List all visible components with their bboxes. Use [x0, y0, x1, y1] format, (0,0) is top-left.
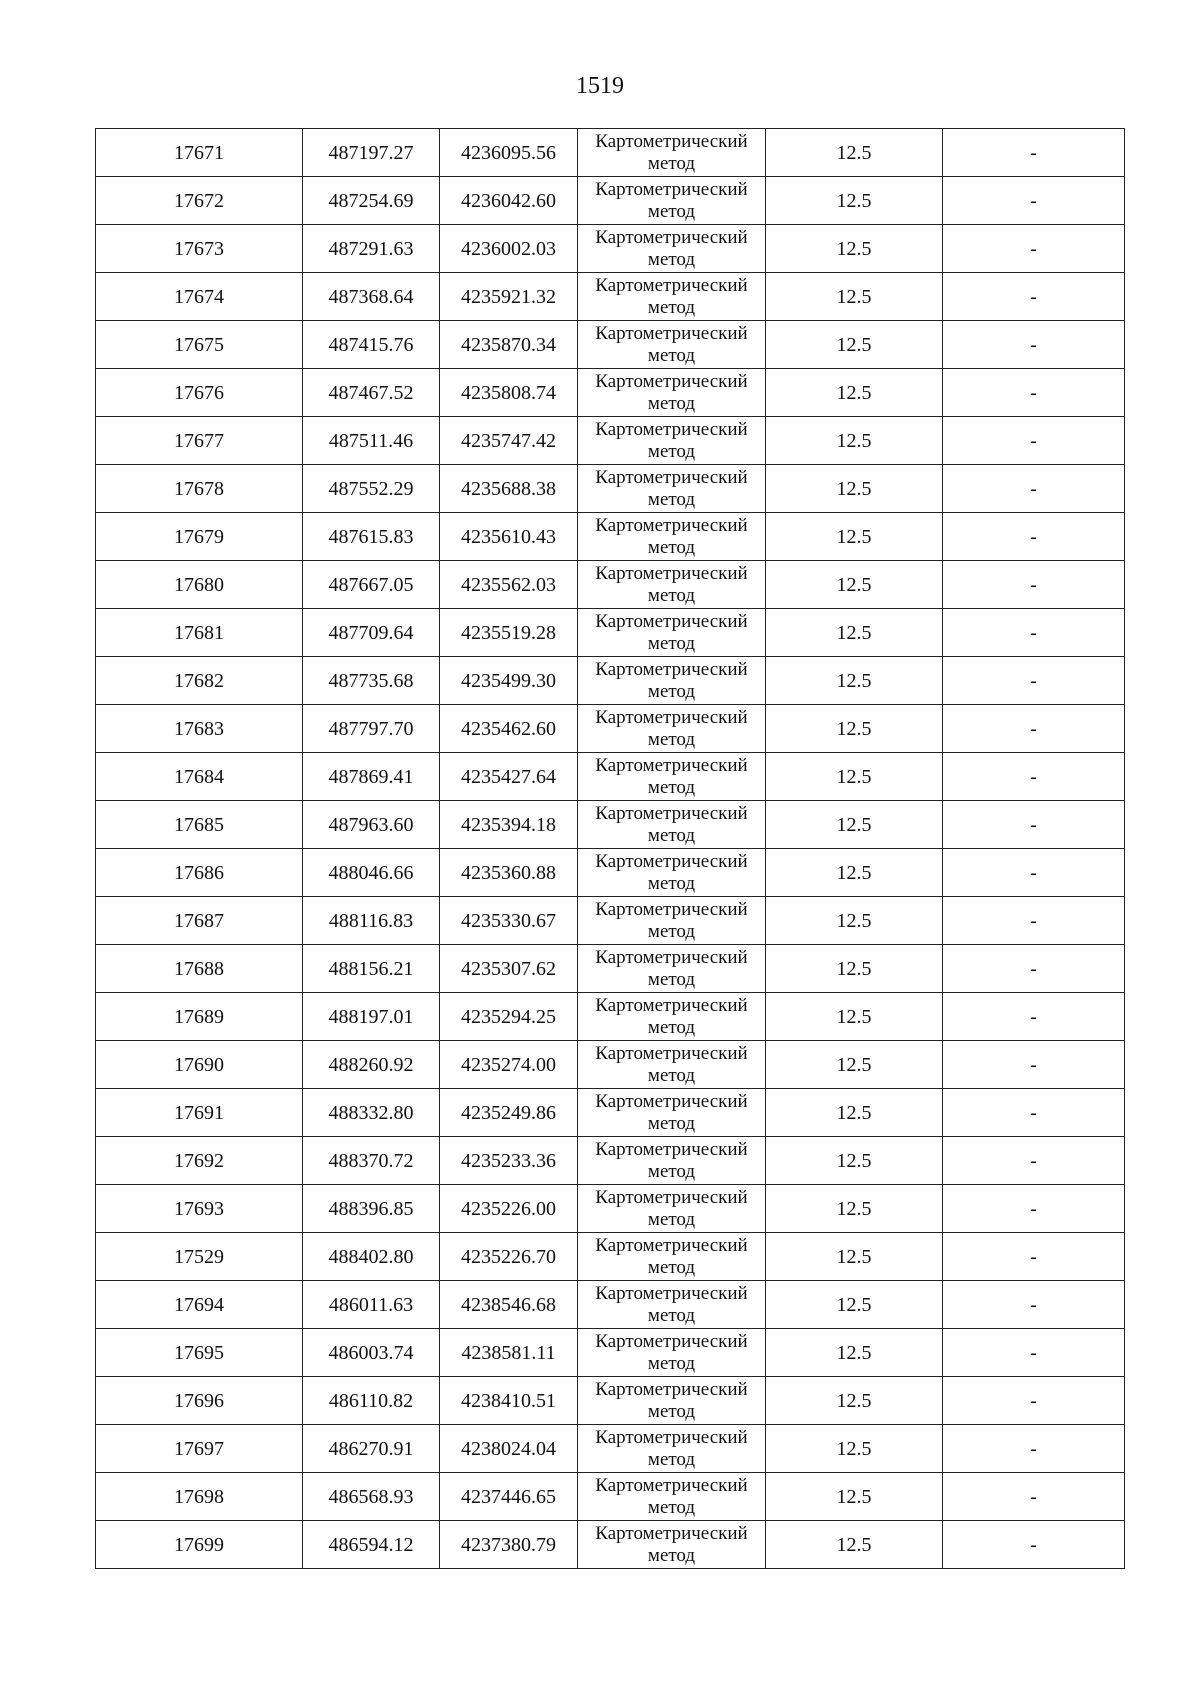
y-coordinate-cell: 4235519.28: [440, 609, 578, 657]
method-line-2: метод: [647, 1016, 696, 1038]
point-id-cell: 17691: [96, 1089, 303, 1137]
table-row: [96, 609, 1125, 657]
point-id-cell: 17697: [96, 1425, 303, 1473]
note-cell: -: [943, 369, 1125, 417]
y-coordinate-cell: 4235427.64: [440, 753, 578, 801]
x-coordinate-cell: 486110.82: [303, 1377, 440, 1425]
method-line-1: Картометрический: [595, 562, 748, 584]
x-coordinate-cell: 487869.41: [303, 753, 440, 801]
y-coordinate-cell: 4235274.00: [440, 1041, 578, 1089]
table-row: [96, 1425, 1125, 1473]
note-cell: -: [943, 1233, 1125, 1281]
x-coordinate-cell: 488156.21: [303, 945, 440, 993]
y-coordinate-cell: 4237446.65: [440, 1473, 578, 1521]
accuracy-cell: 12.5: [766, 273, 943, 321]
accuracy-cell: 12.5: [766, 1233, 943, 1281]
method-cell: [578, 321, 766, 369]
method-line-2: метод: [647, 824, 696, 846]
table-row: [96, 273, 1125, 321]
x-coordinate-cell: 488396.85: [303, 1185, 440, 1233]
coordinates-table: [95, 128, 1125, 1569]
note-cell: -: [943, 1377, 1125, 1425]
method-line-1: Картометрический: [595, 514, 748, 536]
y-coordinate-cell: 4235294.25: [440, 993, 578, 1041]
table-row: [96, 465, 1125, 513]
note-cell: -: [943, 1425, 1125, 1473]
method-cell: [578, 1377, 766, 1425]
point-id-cell: 17680: [96, 561, 303, 609]
method-cell: [578, 753, 766, 801]
note-cell: -: [943, 897, 1125, 945]
x-coordinate-cell: 486270.91: [303, 1425, 440, 1473]
accuracy-cell: 12.5: [766, 417, 943, 465]
y-coordinate-cell: 4238410.51: [440, 1377, 578, 1425]
method-line-2: метод: [647, 1256, 696, 1278]
method-line-1: Картометрический: [595, 274, 748, 296]
point-id-cell: 17686: [96, 849, 303, 897]
point-id-cell: 17678: [96, 465, 303, 513]
x-coordinate-cell: 487467.52: [303, 369, 440, 417]
x-coordinate-cell: 488116.83: [303, 897, 440, 945]
point-id-cell: 17685: [96, 801, 303, 849]
note-cell: -: [943, 1041, 1125, 1089]
y-coordinate-cell: 4235307.62: [440, 945, 578, 993]
note-cell: -: [943, 465, 1125, 513]
x-coordinate-cell: 487709.64: [303, 609, 440, 657]
method-cell: [578, 1473, 766, 1521]
table-row: [96, 657, 1125, 705]
table-row: [96, 993, 1125, 1041]
method-cell: [578, 1233, 766, 1281]
table-row: [96, 945, 1125, 993]
x-coordinate-cell: 486003.74: [303, 1329, 440, 1377]
note-cell: -: [943, 513, 1125, 561]
y-coordinate-cell: 4235394.18: [440, 801, 578, 849]
x-coordinate-cell: 487368.64: [303, 273, 440, 321]
table-row: [96, 1041, 1125, 1089]
method-cell: [578, 561, 766, 609]
table-row: [96, 1329, 1125, 1377]
note-cell: -: [943, 705, 1125, 753]
accuracy-cell: 12.5: [766, 129, 943, 177]
note-cell: -: [943, 177, 1125, 225]
note-cell: -: [943, 129, 1125, 177]
y-coordinate-cell: 4236095.56: [440, 129, 578, 177]
accuracy-cell: 12.5: [766, 513, 943, 561]
method-line-1: Картометрический: [595, 754, 748, 776]
y-coordinate-cell: 4236002.03: [440, 225, 578, 273]
method-line-2: метод: [647, 872, 696, 894]
method-cell: [578, 801, 766, 849]
accuracy-cell: 12.5: [766, 1137, 943, 1185]
point-id-cell: 17684: [96, 753, 303, 801]
table-row: [96, 1281, 1125, 1329]
method-line-2: метод: [647, 728, 696, 750]
method-line-1: Картометрический: [595, 1282, 748, 1304]
method-line-1: Картометрический: [595, 658, 748, 680]
accuracy-cell: 12.5: [766, 561, 943, 609]
accuracy-cell: 12.5: [766, 1041, 943, 1089]
table-row: [96, 177, 1125, 225]
accuracy-cell: 12.5: [766, 369, 943, 417]
method-cell: [578, 1137, 766, 1185]
point-id-cell: 17694: [96, 1281, 303, 1329]
point-id-cell: 17695: [96, 1329, 303, 1377]
method-cell: [578, 849, 766, 897]
point-id-cell: 17673: [96, 225, 303, 273]
note-cell: -: [943, 1329, 1125, 1377]
method-line-1: Картометрический: [595, 1330, 748, 1352]
method-line-1: Картометрический: [595, 850, 748, 872]
method-line-2: метод: [647, 248, 696, 270]
y-coordinate-cell: 4235360.88: [440, 849, 578, 897]
accuracy-cell: 12.5: [766, 609, 943, 657]
point-id-cell: 17672: [96, 177, 303, 225]
point-id-cell: 17693: [96, 1185, 303, 1233]
method-line-2: метод: [647, 392, 696, 414]
note-cell: -: [943, 1089, 1125, 1137]
y-coordinate-cell: 4235870.34: [440, 321, 578, 369]
method-line-1: Картометрический: [595, 1234, 748, 1256]
method-line-2: метод: [647, 1064, 696, 1086]
method-line-2: метод: [647, 344, 696, 366]
accuracy-cell: 12.5: [766, 225, 943, 273]
point-id-cell: 17683: [96, 705, 303, 753]
note-cell: -: [943, 321, 1125, 369]
table-row: [96, 561, 1125, 609]
table-row: [96, 369, 1125, 417]
method-cell: [578, 1329, 766, 1377]
method-line-2: метод: [647, 1496, 696, 1518]
method-line-1: Картометрический: [595, 466, 748, 488]
method-line-1: Картометрический: [595, 370, 748, 392]
page-number: 1519: [576, 73, 624, 99]
note-cell: -: [943, 657, 1125, 705]
method-cell: [578, 897, 766, 945]
y-coordinate-cell: 4235562.03: [440, 561, 578, 609]
accuracy-cell: 12.5: [766, 993, 943, 1041]
point-id-cell: 17698: [96, 1473, 303, 1521]
method-cell: [578, 993, 766, 1041]
accuracy-cell: 12.5: [766, 465, 943, 513]
method-cell: [578, 1041, 766, 1089]
accuracy-cell: 12.5: [766, 1329, 943, 1377]
point-id-cell: 17676: [96, 369, 303, 417]
point-id-cell: 17699: [96, 1521, 303, 1569]
method-line-1: Картометрический: [595, 1426, 748, 1448]
note-cell: -: [943, 561, 1125, 609]
note-cell: -: [943, 1521, 1125, 1569]
note-cell: -: [943, 1185, 1125, 1233]
x-coordinate-cell: 488046.66: [303, 849, 440, 897]
table-row: [96, 1473, 1125, 1521]
note-cell: -: [943, 225, 1125, 273]
method-line-2: метод: [647, 632, 696, 654]
point-id-cell: 17696: [96, 1377, 303, 1425]
coordinates-table-container: [95, 128, 1124, 1569]
method-line-2: метод: [647, 1544, 696, 1566]
method-line-2: метод: [647, 680, 696, 702]
table-row: [96, 1137, 1125, 1185]
y-coordinate-cell: 4235499.30: [440, 657, 578, 705]
method-cell: [578, 513, 766, 561]
method-line-2: метод: [647, 1208, 696, 1230]
method-cell: [578, 1425, 766, 1473]
table-row: [96, 1185, 1125, 1233]
x-coordinate-cell: 488260.92: [303, 1041, 440, 1089]
note-cell: -: [943, 417, 1125, 465]
table-row: [96, 225, 1125, 273]
point-id-cell: 17674: [96, 273, 303, 321]
note-cell: -: [943, 1473, 1125, 1521]
note-cell: -: [943, 1281, 1125, 1329]
method-line-2: метод: [647, 1112, 696, 1134]
table-row: [96, 849, 1125, 897]
x-coordinate-cell: 488197.01: [303, 993, 440, 1041]
method-cell: [578, 417, 766, 465]
method-line-1: Картометрический: [595, 1042, 748, 1064]
note-cell: -: [943, 945, 1125, 993]
y-coordinate-cell: 4238024.04: [440, 1425, 578, 1473]
note-cell: -: [943, 849, 1125, 897]
method-cell: [578, 465, 766, 513]
table-body: [96, 129, 1125, 1569]
method-cell: [578, 1281, 766, 1329]
x-coordinate-cell: 487415.76: [303, 321, 440, 369]
method-cell: [578, 273, 766, 321]
point-id-cell: 17688: [96, 945, 303, 993]
y-coordinate-cell: 4235226.00: [440, 1185, 578, 1233]
method-line-2: метод: [647, 1448, 696, 1470]
method-line-1: Картометрический: [595, 1474, 748, 1496]
method-line-2: метод: [647, 440, 696, 462]
accuracy-cell: 12.5: [766, 1185, 943, 1233]
method-line-1: Картометрический: [595, 178, 748, 200]
accuracy-cell: 12.5: [766, 1425, 943, 1473]
y-coordinate-cell: 4235226.70: [440, 1233, 578, 1281]
method-line-2: метод: [647, 1400, 696, 1422]
table-row: [96, 321, 1125, 369]
method-cell: [578, 657, 766, 705]
accuracy-cell: 12.5: [766, 1521, 943, 1569]
method-line-1: Картометрический: [595, 706, 748, 728]
y-coordinate-cell: 4235233.36: [440, 1137, 578, 1185]
point-id-cell: 17679: [96, 513, 303, 561]
point-id-cell: 17687: [96, 897, 303, 945]
method-line-2: метод: [647, 1304, 696, 1326]
accuracy-cell: 12.5: [766, 1089, 943, 1137]
method-line-2: метод: [647, 776, 696, 798]
accuracy-cell: 12.5: [766, 1281, 943, 1329]
table-row: [96, 897, 1125, 945]
point-id-cell: 17681: [96, 609, 303, 657]
method-line-2: метод: [647, 1160, 696, 1182]
point-id-cell: 17682: [96, 657, 303, 705]
method-line-2: метод: [647, 920, 696, 942]
y-coordinate-cell: 4235249.86: [440, 1089, 578, 1137]
x-coordinate-cell: 487254.69: [303, 177, 440, 225]
y-coordinate-cell: 4235921.32: [440, 273, 578, 321]
note-cell: -: [943, 273, 1125, 321]
note-cell: -: [943, 801, 1125, 849]
accuracy-cell: 12.5: [766, 321, 943, 369]
method-line-1: Картометрический: [595, 1090, 748, 1112]
method-line-2: метод: [647, 1352, 696, 1374]
method-line-2: метод: [647, 296, 696, 318]
method-line-2: метод: [647, 536, 696, 558]
x-coordinate-cell: 487615.83: [303, 513, 440, 561]
method-cell: [578, 369, 766, 417]
method-line-1: Картометрический: [595, 610, 748, 632]
y-coordinate-cell: 4238581.11: [440, 1329, 578, 1377]
x-coordinate-cell: 486568.93: [303, 1473, 440, 1521]
x-coordinate-cell: 487963.60: [303, 801, 440, 849]
method-line-2: метод: [647, 200, 696, 222]
method-line-1: Картометрический: [595, 898, 748, 920]
table-row: [96, 1521, 1125, 1569]
method-line-1: Картометрический: [595, 994, 748, 1016]
method-line-1: Картометрический: [595, 418, 748, 440]
point-id-cell: 17529: [96, 1233, 303, 1281]
table-row: [96, 801, 1125, 849]
point-id-cell: 17689: [96, 993, 303, 1041]
y-coordinate-cell: 4238546.68: [440, 1281, 578, 1329]
accuracy-cell: 12.5: [766, 1377, 943, 1425]
accuracy-cell: 12.5: [766, 753, 943, 801]
method-line-1: Картометрический: [595, 322, 748, 344]
x-coordinate-cell: 488402.80: [303, 1233, 440, 1281]
table-row: [96, 129, 1125, 177]
method-line-1: Картометрический: [595, 946, 748, 968]
point-id-cell: 17690: [96, 1041, 303, 1089]
point-id-cell: 17677: [96, 417, 303, 465]
table-row: [96, 417, 1125, 465]
table-row: [96, 513, 1125, 561]
method-line-1: Картометрический: [595, 1522, 748, 1544]
x-coordinate-cell: 487291.63: [303, 225, 440, 273]
method-cell: [578, 945, 766, 993]
y-coordinate-cell: 4236042.60: [440, 177, 578, 225]
method-cell: [578, 225, 766, 273]
y-coordinate-cell: 4237380.79: [440, 1521, 578, 1569]
accuracy-cell: 12.5: [766, 801, 943, 849]
x-coordinate-cell: 487552.29: [303, 465, 440, 513]
point-id-cell: 17671: [96, 129, 303, 177]
method-line-1: Картометрический: [595, 802, 748, 824]
method-cell: [578, 129, 766, 177]
x-coordinate-cell: 488370.72: [303, 1137, 440, 1185]
method-cell: [578, 1521, 766, 1569]
y-coordinate-cell: 4235610.43: [440, 513, 578, 561]
method-line-2: метод: [647, 488, 696, 510]
table-row: [96, 1089, 1125, 1137]
method-line-1: Картометрический: [595, 130, 748, 152]
method-line-2: метод: [647, 968, 696, 990]
note-cell: -: [943, 753, 1125, 801]
accuracy-cell: 12.5: [766, 945, 943, 993]
table-row: [96, 1377, 1125, 1425]
point-id-cell: 17692: [96, 1137, 303, 1185]
table-row: [96, 753, 1125, 801]
method-line-1: Картометрический: [595, 1186, 748, 1208]
x-coordinate-cell: 487511.46: [303, 417, 440, 465]
accuracy-cell: 12.5: [766, 897, 943, 945]
method-cell: [578, 705, 766, 753]
method-cell: [578, 609, 766, 657]
method-line-1: Картометрический: [595, 226, 748, 248]
method-line-1: Картометрический: [595, 1378, 748, 1400]
accuracy-cell: 12.5: [766, 657, 943, 705]
x-coordinate-cell: 487667.05: [303, 561, 440, 609]
y-coordinate-cell: 4235747.42: [440, 417, 578, 465]
y-coordinate-cell: 4235808.74: [440, 369, 578, 417]
y-coordinate-cell: 4235462.60: [440, 705, 578, 753]
table-row: [96, 1233, 1125, 1281]
method-cell: [578, 1089, 766, 1137]
accuracy-cell: 12.5: [766, 849, 943, 897]
note-cell: -: [943, 993, 1125, 1041]
x-coordinate-cell: 488332.80: [303, 1089, 440, 1137]
method-line-2: метод: [647, 152, 696, 174]
note-cell: -: [943, 609, 1125, 657]
x-coordinate-cell: 486011.63: [303, 1281, 440, 1329]
method-cell: [578, 177, 766, 225]
y-coordinate-cell: 4235330.67: [440, 897, 578, 945]
method-line-1: Картометрический: [595, 1138, 748, 1160]
x-coordinate-cell: 486594.12: [303, 1521, 440, 1569]
table-row: [96, 705, 1125, 753]
note-cell: -: [943, 1137, 1125, 1185]
x-coordinate-cell: 487197.27: [303, 129, 440, 177]
accuracy-cell: 12.5: [766, 705, 943, 753]
method-cell: [578, 1185, 766, 1233]
point-id-cell: 17675: [96, 321, 303, 369]
method-line-2: метод: [647, 584, 696, 606]
y-coordinate-cell: 4235688.38: [440, 465, 578, 513]
accuracy-cell: 12.5: [766, 1473, 943, 1521]
accuracy-cell: 12.5: [766, 177, 943, 225]
x-coordinate-cell: 487735.68: [303, 657, 440, 705]
x-coordinate-cell: 487797.70: [303, 705, 440, 753]
